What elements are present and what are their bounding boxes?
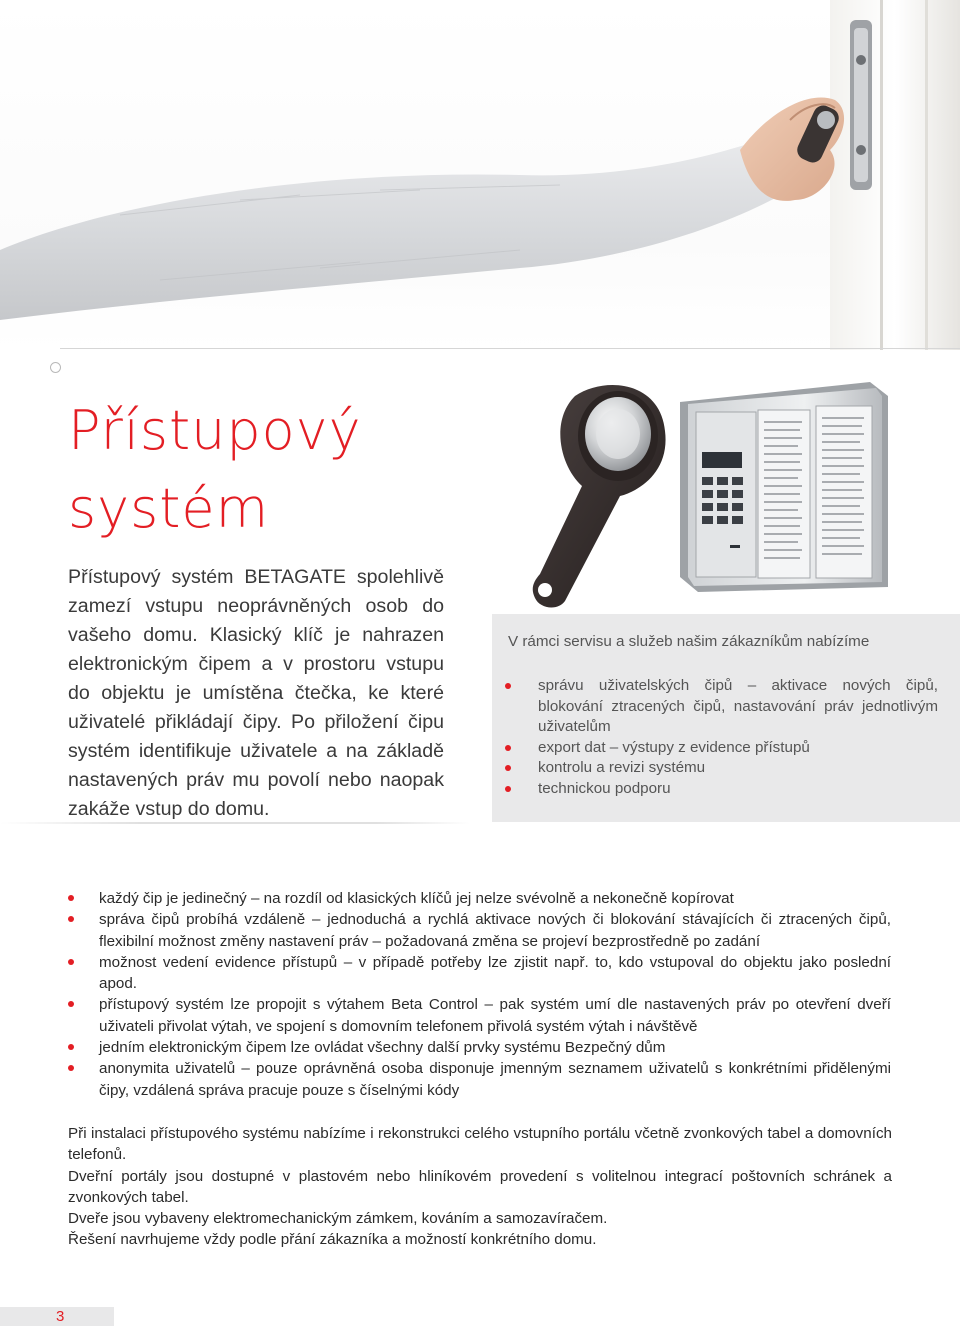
page-title: [68, 392, 362, 548]
key-fob-image: [520, 376, 670, 616]
feature-item: jedním elektronickým čipem lze ovládat všechny další prvky systému Bezpečný dům: [99, 1037, 891, 1058]
intro-paragraph: Přístupový systém BETAGATE spolehlivě zamezí vstupu neoprávněných osob do vašeho domu. Klasický klíč je nahrazen elektronickým čipem a v prostoru vstupu do objektu je umístěna čtečka, ke které uživatelé přikládají čipy. Po přiložení čipu systém identifikuje uživatele a na základě nastavených práv mu povolí nebo naopak zakáže vstup do domu.: [68, 566, 444, 820]
services-list-item: správu uživatelských čipů – aktivace nových čipů, blokování ztracených čipů, nastavování práv jednotlivým uživatelům: [538, 676, 938, 738]
page-number-badge: [0, 1307, 114, 1326]
paragraph: Dveřní portály jsou dostupné v plastovém nebo hliníkovém provedení s volitelnou integrací poštovních schránek a zvonkových tabel.: [68, 1167, 892, 1206]
feature-item: možnost vedení evidence přístupů – v případě potřeby lze zjistit např. to, kdo vstupoval do objektu jako poslední apod.: [99, 952, 891, 995]
feature-item: každý čip je jedinečný – na rozdíl od klasických klíčů jej nelze svévolně a nekonečně kopírovat: [99, 888, 891, 909]
title-line-1: Přístupový: [68, 399, 362, 462]
divider-dot: [50, 362, 61, 373]
services-box: [492, 614, 960, 822]
services-list-item: kontrolu a revizi systému: [538, 758, 938, 779]
services-intro: V rámci servisu a služeb našim zákazníkům nabízíme: [508, 633, 870, 650]
paragraph: Při instalaci přístupového systému nabízíme i rekonstrukci celého vstupního portálu včetně zvonkových tabel a domovních telefonů.: [68, 1125, 892, 1164]
features-list: [99, 888, 891, 1101]
paragraph: Dveře jsou vybaveny elektromechanickým zámkem, kováním a samozavíračem.: [68, 1210, 608, 1228]
feature-item: přístupový systém lze propojit s výtahem Beta Control – pak systém umí dle nastavených práv po otevření dveří uživateli přivolat výtah, ve spojení s domovním telefonem přivolá systém výtah i návštěvě: [99, 994, 891, 1037]
feature-item: anonymita uživatelů – pouze oprávněná osoba disponuje jmenným seznamem uživatelů s konkrétními přidělenými čipy, vzdálená správa pracuje pouze s číselnými kódy: [99, 1058, 891, 1101]
title-line-2: systém: [68, 477, 270, 540]
access-panel-image: [680, 382, 890, 597]
hero-divider: [60, 348, 960, 349]
paragraph: Řešení navrhujeme vždy podle přání zákazníka a možností konkrétního domu.: [68, 1231, 597, 1249]
hero-photo: [0, 0, 960, 350]
page-number: 3: [56, 1308, 65, 1325]
closing-paragraphs: [68, 1123, 892, 1251]
intro-divider: [0, 822, 470, 824]
feature-item: správa čipů probíhá vzdáleně – jednoduchá a rychlá aktivace nových či blokování stávajících či ztracených čipů, flexibilní možnost změny nastavení práv – požadovaná změna se projeví bezprostředně po zadání: [99, 909, 891, 952]
services-list-item: export dat – výstupy z evidence přístupů: [538, 738, 938, 759]
services-list: [538, 676, 938, 799]
services-list-item: technickou podporu: [538, 779, 938, 800]
